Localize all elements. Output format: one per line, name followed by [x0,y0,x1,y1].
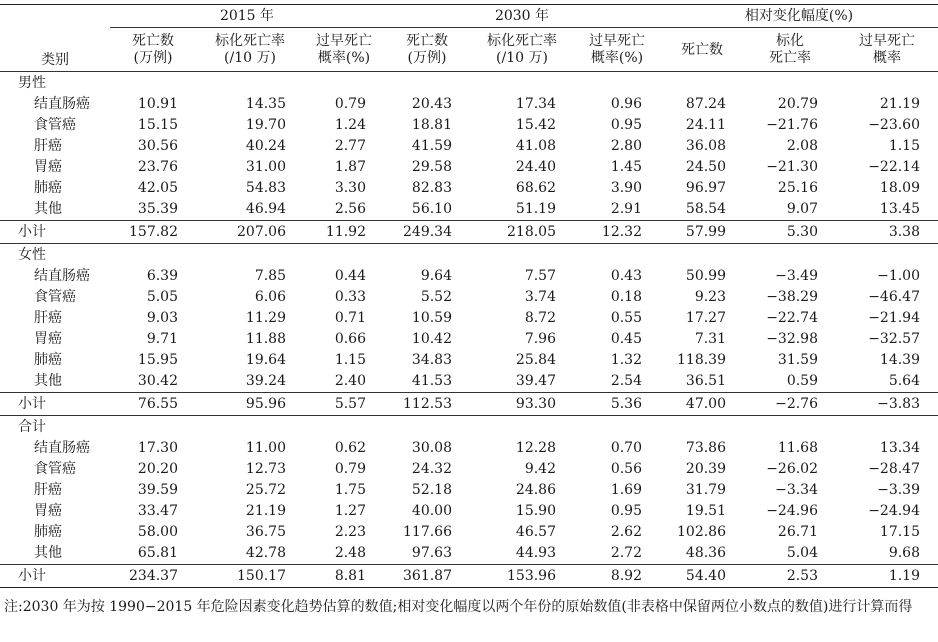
table-cell: 11.68 [777,440,818,456]
table-cell: 36.08 [685,138,726,154]
table-cell: 56.10 [411,201,452,217]
table-cell: 13.45 [879,201,920,217]
table-cell: 1.15 [888,138,920,154]
table-cell: −24.94 [868,503,920,519]
row-label: 食管癌 [34,461,76,477]
table-cell: 42.05 [137,180,178,196]
table-cell: 68.62 [515,180,556,196]
table-cell: 14.35 [245,96,286,112]
table-row [0,501,938,522]
table-cell: 0.44 [334,268,366,284]
row-label: 胃癌 [34,503,62,519]
row-label: 结直肠癌 [34,268,90,284]
row-label: 肺癌 [34,352,62,368]
table-cell: 36.51 [685,373,726,389]
table-cell: 19.70 [245,117,286,133]
section-title: 合计 [18,418,46,435]
row-label: 其他 [34,373,62,389]
table-cell: 20.20 [137,461,178,477]
table-cell: 9.71 [146,331,178,347]
table-cell: 18.81 [411,117,452,133]
table-cell: 36.75 [245,524,286,540]
table-cell: 0.33 [334,289,366,305]
table-cell: 361.87 [384,565,470,588]
table-cell: 20.43 [411,96,452,112]
table-cell: 7.96 [524,331,556,347]
table-cell: 9.68 [888,545,920,561]
table-row [0,115,938,136]
row-label: 食管癌 [34,117,76,133]
subtotal-row [0,221,938,244]
table-cell: 0.55 [610,310,642,326]
column-header-line1: 过早死亡 [316,33,372,49]
table-cell: 19.51 [685,503,726,519]
table-row [0,438,938,459]
table-cell: 2.91 [610,201,642,217]
table-cell: 3.38 [836,221,938,244]
table-cell: 1.32 [610,352,642,368]
table-cell: 1.24 [334,117,366,133]
column-header-line1: 过早死亡 [859,33,915,49]
table-cell: 11.00 [245,440,286,456]
table-row [0,136,938,157]
table-cell: 47.00 [660,393,744,416]
table-cell: −22.74 [766,310,818,326]
table-cell: 54.40 [660,565,744,588]
table-cell: 1.75 [334,482,366,498]
table-header [0,5,938,72]
table-cell: 0.79 [334,461,366,477]
column-header-line1: 死亡数 [406,33,448,49]
table-cell: 0.43 [610,268,642,284]
table-row [0,287,938,308]
table-cell: 26.71 [777,524,818,540]
column-header-line1: 标化死亡率 [215,33,285,49]
table-cell: 157.82 [110,221,196,244]
table-cell: 6.39 [146,268,178,284]
table-cell: 31.00 [245,159,286,175]
table-cell: 46.57 [515,524,556,540]
table-cell: 0.95 [610,117,642,133]
table-cell: 41.53 [411,373,452,389]
table-cell: 57.99 [660,221,744,244]
table-cell: 34.83 [411,352,452,368]
table-cell: 1.15 [334,352,366,368]
table-cell: 51.19 [515,201,556,217]
row-label: 小计 [0,393,110,416]
table-cell: −21.76 [766,117,818,133]
table-cell: 11.92 [304,221,384,244]
table-cell: 15.95 [137,352,178,368]
subtotal-row [0,565,938,588]
table-cell: 40.24 [245,138,286,154]
table-row [0,522,938,543]
table-cell: 12.32 [574,221,660,244]
table-cell: 25.84 [515,352,556,368]
table-cell: 5.30 [744,221,836,244]
row-label: 结直肠癌 [34,440,90,456]
table-cell: 39.59 [137,482,178,498]
table-cell: 207.06 [196,221,304,244]
table-cell: 2.40 [334,373,366,389]
table-cell: 0.59 [786,373,818,389]
table-cell: 9.07 [786,201,818,217]
column-header [574,28,660,72]
table-cell: 0.96 [610,96,642,112]
table-cell: 12.28 [515,440,556,456]
table-cell: 2.62 [610,524,642,540]
column-header [196,28,304,72]
section-row [0,416,938,439]
table-cell: 9.64 [420,268,452,284]
column-header-line1: 过早死亡 [589,33,645,49]
table-cell: 73.86 [685,440,726,456]
table-cell: 2.08 [786,138,818,154]
table-cell: 0.79 [334,96,366,112]
table-cell: 44.93 [515,545,556,561]
row-label: 结直肠癌 [34,96,90,112]
table-cell: 2.54 [610,373,642,389]
table-cell: −1.00 [877,268,920,284]
table-row [0,371,938,393]
column-header [836,28,938,72]
column-header-line2: (/10 万) [224,50,276,66]
table-cell: 118.39 [677,352,726,368]
table-cell: 52.18 [411,482,452,498]
table-cell: 5.52 [420,289,452,305]
table-cell: −21.94 [868,310,920,326]
table-cell: 1.27 [334,503,366,519]
table-cell: 40.00 [411,503,452,519]
table-cell: 17.15 [879,524,920,540]
column-header [660,28,744,72]
column-header-line1: 标化死亡率 [487,33,557,49]
column-header-line1: 死亡数 [681,41,723,58]
table-cell: 20.39 [685,461,726,477]
table-cell: 2.23 [334,524,366,540]
table-cell: −3.34 [775,482,818,498]
table-cell: 10.42 [411,331,452,347]
table-cell: 42.78 [245,545,286,561]
table-cell: 3.74 [524,289,556,305]
table-cell: 95.96 [196,393,304,416]
table-row [0,543,938,565]
table-cell: 6.06 [254,289,286,305]
table-cell: 249.34 [384,221,470,244]
table-cell: 8.81 [304,565,384,588]
table-cell: 97.63 [411,545,452,561]
table-cell: 0.18 [610,289,642,305]
table-cell: 2.77 [334,138,366,154]
table-cell: 65.81 [137,545,178,561]
table-cell: 5.04 [786,545,818,561]
table-cell: 112.53 [384,393,470,416]
table-cell: 12.73 [245,461,286,477]
table-cell: 1.87 [334,159,366,175]
subtotal-row [0,393,938,416]
column-header-line2: (万例) [407,50,447,66]
table-cell: −26.02 [766,461,818,477]
table-row [0,94,938,115]
column-header-line1: 死亡数 [132,33,174,49]
column-header-line2: 死亡率 [769,50,811,66]
table-cell: 2.48 [334,545,366,561]
table-cell: −28.47 [868,461,920,477]
table-cell: 13.34 [879,440,920,456]
column-header-line2: 概率 [873,50,901,66]
table-cell: 24.11 [685,117,726,133]
table-cell: 1.45 [610,159,642,175]
table-cell: 8.92 [574,565,660,588]
table-cell: 30.56 [137,138,178,154]
table-cell: 30.42 [137,373,178,389]
table-cell: 218.05 [470,221,574,244]
table-cell: 58.54 [685,201,726,217]
table-cell: 11.29 [245,310,286,326]
row-label: 肺癌 [34,524,62,540]
table-cell: 153.96 [470,565,574,588]
table-cell: −3.83 [836,393,938,416]
table-cell: −38.29 [766,289,818,305]
column-header [304,28,384,72]
table-cell: 3.90 [610,180,642,196]
table-cell: −21.30 [766,159,818,175]
table-cell: 0.70 [610,440,642,456]
row-label: 其他 [34,201,62,217]
section-title: 男性 [18,74,46,91]
table-cell: 21.19 [879,96,920,112]
table-cell: −46.47 [868,289,920,305]
group-header-2030: 2030 年 [384,5,660,28]
table-cell: 5.05 [146,289,178,305]
table-cell: 5.64 [888,373,920,389]
table-cell: 31.59 [777,352,818,368]
table-cell: 25.16 [777,180,818,196]
column-header [470,28,574,72]
table-cell: 7.85 [254,268,286,284]
table-cell: 96.97 [685,180,726,196]
table-cell: 5.57 [304,393,384,416]
data-table [0,4,938,588]
table-cell: −3.49 [775,268,818,284]
table-cell: 9.42 [524,461,556,477]
column-header [384,28,470,72]
table-cell: 41.59 [411,138,452,154]
column-header-line2: (/10 万) [496,50,548,66]
row-label: 食管癌 [34,289,76,305]
table-cell: 19.64 [245,352,286,368]
table-cell: 54.83 [245,180,286,196]
table-cell: 76.55 [110,393,196,416]
table-cell: 14.39 [879,352,920,368]
section-row [0,72,938,95]
table-cell: −22.14 [868,159,920,175]
table-cell: 2.80 [610,138,642,154]
table-cell: 0.56 [610,461,642,477]
table-cell: 2.56 [334,201,366,217]
section-title: 女性 [18,246,46,263]
table-cell: 48.36 [685,545,726,561]
table-cell: 8.72 [524,310,556,326]
table-cell: −24.96 [766,503,818,519]
column-header [744,28,836,72]
column-header-line1: 标化 [776,33,804,49]
table-cell: 46.94 [245,201,286,217]
table-cell: 17.27 [685,310,726,326]
table-cell: 1.19 [836,565,938,588]
column-header-line2: 概率(%) [317,50,371,66]
table-cell: 31.79 [685,482,726,498]
table-cell: 24.32 [411,461,452,477]
row-label: 小计 [0,221,110,244]
table-cell: 18.09 [879,180,920,196]
table-row [0,329,938,350]
table-row [0,157,938,178]
table-cell: 2.72 [610,545,642,561]
row-label: 肝癌 [34,310,62,326]
table-cell: 15.15 [137,117,178,133]
table-cell: 21.19 [245,503,286,519]
group-header-2015: 2015 年 [110,5,384,28]
row-label: 肝癌 [34,138,62,154]
column-header-line2: 概率(%) [590,50,644,66]
table-cell: 24.86 [515,482,556,498]
table-cell: 2.53 [744,565,836,588]
section-row [0,244,938,267]
table-cell: −32.98 [766,331,818,347]
table-cell: 1.69 [610,482,642,498]
table-cell: 20.79 [777,96,818,112]
table-cell: 7.57 [524,268,556,284]
table-cell: 39.24 [245,373,286,389]
table-cell: 87.24 [685,96,726,112]
table-cell: 0.95 [610,503,642,519]
table-note: 注:2030 年为按 1990−2015 年危险因素变化趋势估算的数值;相对变化幅度以两个年份的原始数值(非表格中保留两位小数点的数值)进行计算而得 [4,599,913,615]
table-cell: 10.59 [411,310,452,326]
table-cell: 7.31 [694,331,726,347]
table-cell: 9.03 [146,310,178,326]
table-cell: 50.99 [685,268,726,284]
table-row [0,178,938,199]
table-cell: 102.86 [677,524,726,540]
table-cell: 17.30 [137,440,178,456]
table-cell: 29.58 [411,159,452,175]
table-cell: 93.30 [470,393,574,416]
table-cell: 39.47 [515,373,556,389]
table-cell: 234.37 [110,565,196,588]
table-cell: 0.71 [334,310,366,326]
column-header [110,28,196,72]
table-cell: −32.57 [868,331,920,347]
row-label: 胃癌 [34,159,62,175]
category-header: 类别 [0,5,110,72]
table-row [0,308,938,329]
row-label: 小计 [0,565,110,588]
table-cell: 117.66 [403,524,452,540]
table-cell: 15.42 [515,117,556,133]
table-cell: 3.30 [334,180,366,196]
row-label: 肺癌 [34,180,62,196]
table-cell: 24.50 [685,159,726,175]
table-row [0,266,938,287]
table-cell: 15.90 [515,503,556,519]
table-cell: 0.66 [334,331,366,347]
table-row [0,350,938,371]
table-cell: −3.39 [877,482,920,498]
table-cell: 24.40 [515,159,556,175]
table-cell: 17.34 [515,96,556,112]
group-header-change: 相对变化幅度(%) [660,5,938,28]
table-cell: 0.45 [610,331,642,347]
row-label: 肝癌 [34,482,62,498]
table-row [0,199,938,221]
table-cell: 11.88 [245,331,286,347]
table-cell: 41.08 [515,138,556,154]
table-cell: 150.17 [196,565,304,588]
row-label: 其他 [34,545,62,561]
table-cell: 33.47 [137,503,178,519]
table-cell: 23.76 [137,159,178,175]
table-cell: 82.83 [411,180,452,196]
table-cell: 0.62 [334,440,366,456]
table-cell: 58.00 [137,524,178,540]
table-row [0,459,938,480]
table-cell: −2.76 [744,393,836,416]
column-header-line2: (万例) [133,50,173,66]
table-cell: 30.08 [411,440,452,456]
table-cell: 35.39 [137,201,178,217]
table-row [0,480,938,501]
table-cell: −23.60 [868,117,920,133]
table-cell: 9.23 [694,289,726,305]
row-label: 胃癌 [34,331,62,347]
table-cell: 5.36 [574,393,660,416]
table-cell: 25.72 [245,482,286,498]
table-body [0,72,938,588]
table-cell: 10.91 [137,96,178,112]
